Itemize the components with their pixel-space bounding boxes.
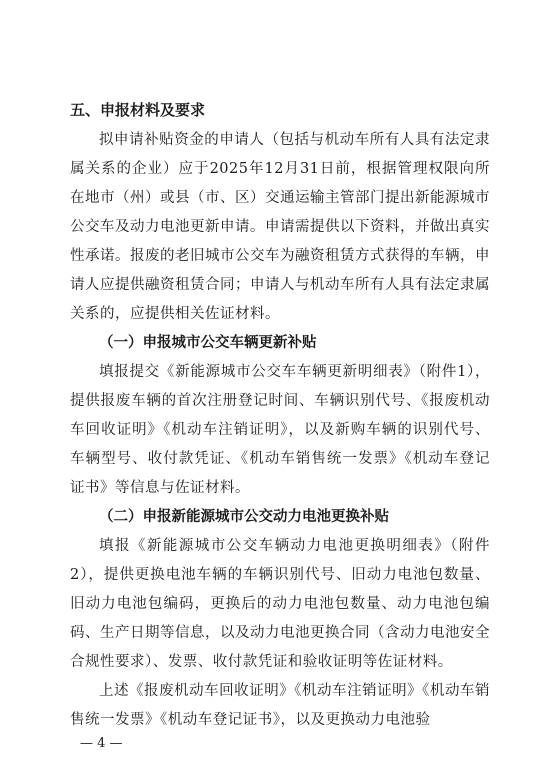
section-title: 五、申报材料及要求: [70, 101, 206, 119]
subsection-2-body: 填报《新能源城市公交车辆动力电池更换明细表》（附件2），提供更换电池车辆的车辆识别代号、旧动力电池包数量、旧动力电池包编码，更换后的动力电池包数量、动力电池包编码、生产日期等信息，以及动力电池更换合同（含动力电池安全合规性要求）、发票、收付款凭证和验收证明等佐证材料。: [70, 538, 490, 670]
subsection-1-body: 填报提交《新能源城市公交车车辆更新明细表》（附件1），提供报废车辆的首次注册登记时间、车辆识别代号、《报废机动车回收证明》《机动车注销证明》，以及新购车辆的识别代号、车辆型号、收付款凭证、《机动车销售统一发票》《机动车登记证书》等信息与佐证材料。: [70, 364, 490, 496]
subsection-2-title: （二）申报新能源城市公交动力电池更换补贴: [99, 509, 389, 525]
closing-paragraph: 上述《报废机动车回收证明》《机动车注销证明》《机动车销售统一发票》《机动车登记证书》，以及更换动力电池验: [70, 683, 490, 728]
intro-paragraph: 拟申请补贴资金的申请人（包括与机动车所有人具有法定隶属关系的企业）应于2025年12月31日前，根据管理权限向所在地市（州）或县（市、区）交通运输主管部门提出新能源城市公交车及动力电池更新申请。申请需提供以下资料，并做出真实性承诺。报废的老旧城市公交车为融资租赁方式获得的车辆，申请人应提供融资租赁合同；申请人与机动车所有人具有法定隶属关系的，应提供相关佐证材料。: [70, 132, 490, 322]
subsection-1-title: （一）申报城市公交车辆更新补贴: [99, 335, 317, 351]
document-body: [70, 100, 490, 735]
page-number: — 4 —: [80, 736, 123, 751]
